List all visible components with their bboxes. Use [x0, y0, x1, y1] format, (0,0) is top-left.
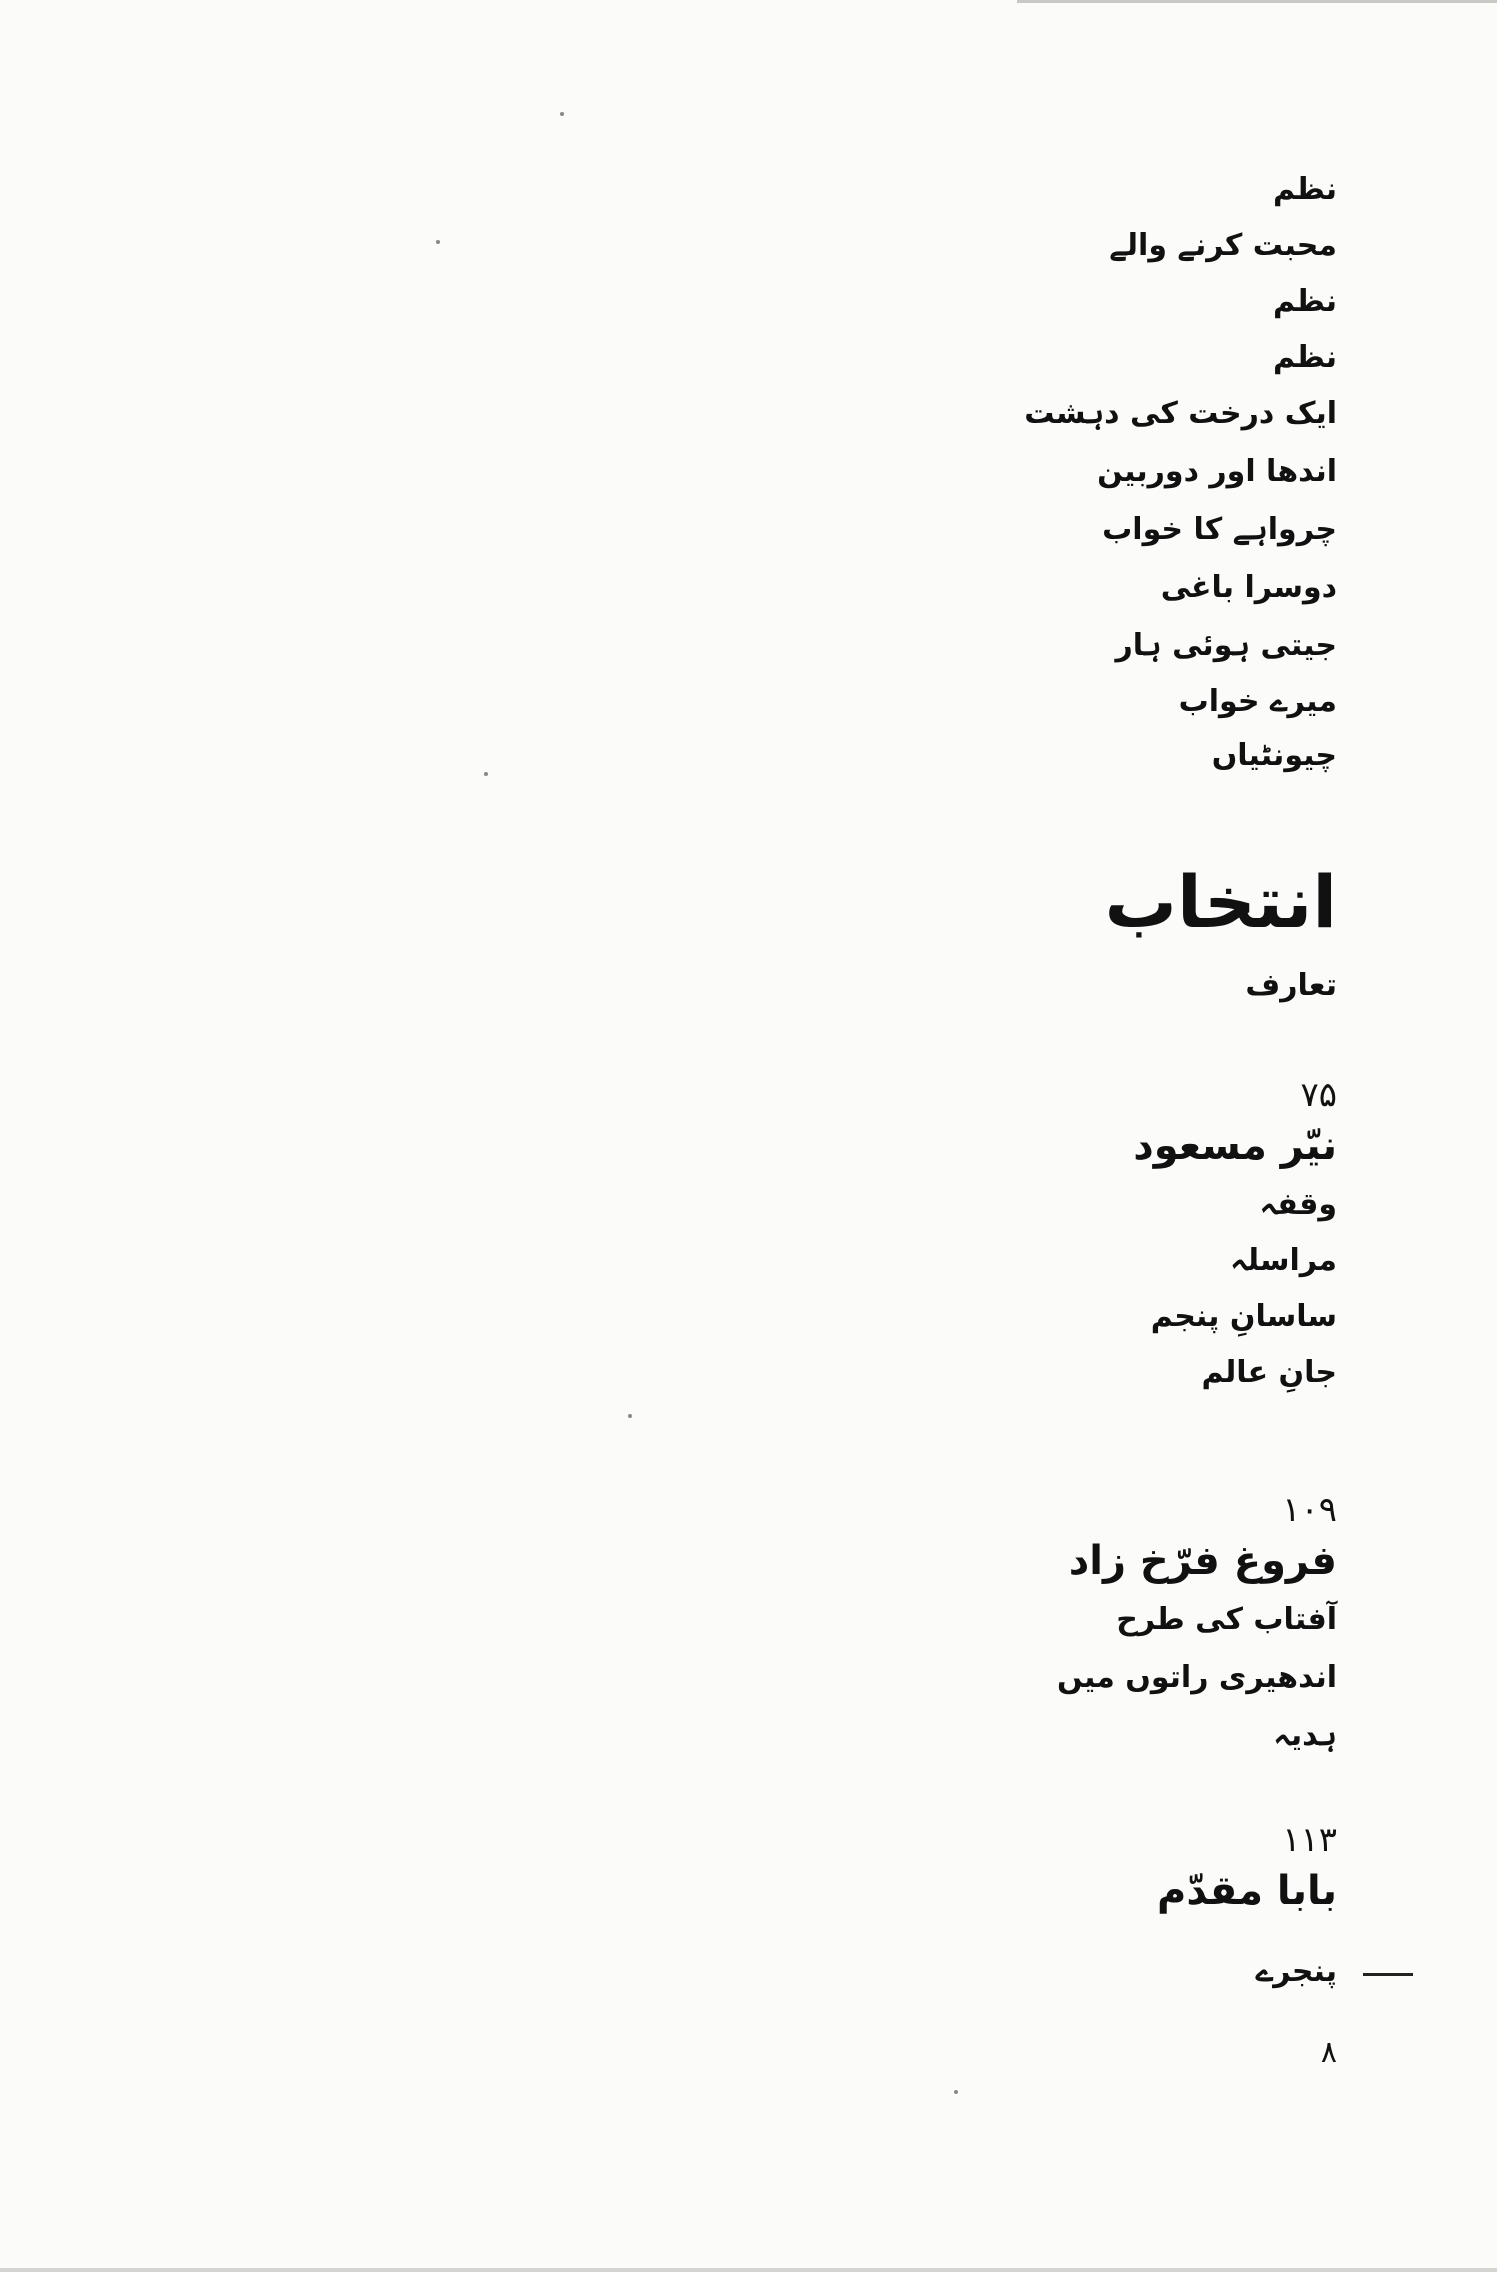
margin-dash-mark: [1363, 1973, 1413, 1976]
toc-item: چیونٹیاں: [1211, 738, 1337, 773]
work-title: مراسلہ: [1230, 1243, 1337, 1278]
author-name: فروغ فرّخ زاد: [1068, 1538, 1337, 1584]
intro-label: تعارف: [1245, 968, 1337, 1003]
work-title: پنجرے: [1255, 1954, 1337, 1989]
paper-speck: [628, 1414, 632, 1418]
toc-item: میرے خواب: [1178, 684, 1337, 719]
page-footer: [637, 2035, 1337, 2070]
toc-item: محبت کرنے والے: [1109, 228, 1337, 263]
author-block-1: [637, 1075, 1337, 1411]
toc-item: نظم: [1272, 284, 1337, 319]
work-title: آفتاب کی طرح: [1116, 1602, 1337, 1637]
work-title: اندھیری راتوں میں: [1056, 1660, 1337, 1695]
author-block-3: [637, 1820, 1337, 2010]
paper-speck: [484, 772, 488, 776]
author-name: بابا مقدّم: [1157, 1868, 1337, 1914]
toc-item: دوسرا باغی: [1160, 570, 1337, 605]
page-number: ۸: [1320, 2035, 1337, 2070]
toc-item: چرواہے کا خواب: [1102, 512, 1337, 547]
toc-item: اندھا اور دوربین: [1097, 454, 1337, 489]
toc-item: جیتی ہوئی ہار: [1115, 628, 1337, 663]
author-name: نیّر مسعود: [1133, 1123, 1337, 1169]
toc-item: ایک درخت کی دہشت: [1024, 396, 1337, 431]
page-edge-top: [1017, 0, 1497, 3]
work-title: ساسانِ پنجم: [1150, 1299, 1337, 1334]
section-title: انتخاب: [1104, 860, 1337, 944]
page-edge-bottom: [0, 2268, 1497, 2272]
author-block-2: [637, 1490, 1337, 1776]
author-page-number: ۱۰۹: [1282, 1490, 1337, 1530]
paper-speck: [436, 240, 440, 244]
section-heading: [637, 860, 1337, 944]
paper-speck: [954, 2090, 958, 2094]
work-title: ہدیہ: [1273, 1718, 1337, 1753]
author-page-number: ۷۵: [1300, 1075, 1337, 1115]
toc-item: نظم: [1272, 172, 1337, 207]
work-title: جانِ عالم: [1201, 1355, 1337, 1390]
toc-top-list: [637, 172, 1337, 794]
author-page-number: ۱۱۳: [1282, 1820, 1337, 1860]
paper-speck: [560, 112, 564, 116]
work-title: وقفہ: [1259, 1187, 1337, 1222]
toc-item: نظم: [1272, 340, 1337, 375]
intro-entry: [637, 968, 1337, 1003]
